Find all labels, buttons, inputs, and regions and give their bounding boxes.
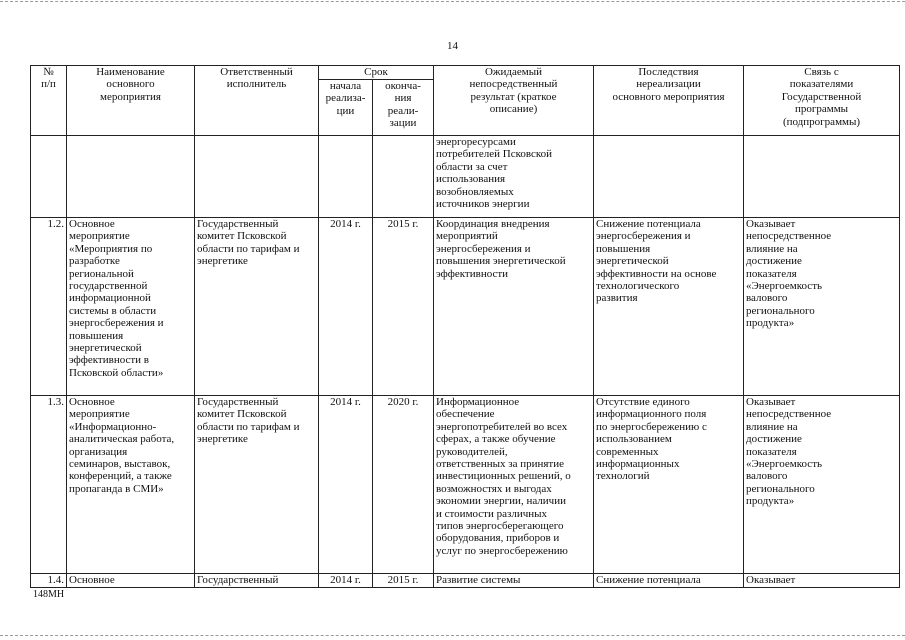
document-code: 148МН <box>33 589 65 600</box>
header-result: Ожидаемый непосредственный результат (краткое описание) <box>434 66 594 136</box>
scan-edge-top <box>0 1 905 2</box>
cont-consequences <box>594 136 744 218</box>
row-executor: Государственный комитет Псковской области по тарифам и энергетике <box>195 218 319 396</box>
cont-end <box>373 136 434 218</box>
row-end: 2015 г. <box>373 574 434 588</box>
row-num: 1.3. <box>31 396 67 574</box>
row-link: Оказывает непосредственное влияние на достижение показателя «Энергоемкость валового регионального продукта» <box>744 396 900 574</box>
row-executor: Государственный <box>195 574 319 588</box>
cont-executor <box>195 136 319 218</box>
continuation-row <box>31 136 900 218</box>
measures-table <box>30 65 900 588</box>
header-row <box>31 66 900 80</box>
row-name: Основное <box>67 574 195 588</box>
row-end: 2020 г. <box>373 396 434 574</box>
row-name: Основное мероприятие «Информационно- аналитическая работа, организация семинаров, выставок, конференций, а также пропаганда в СМИ» <box>67 396 195 574</box>
scan-edge-bottom <box>0 635 905 636</box>
header-executor: Ответственный исполнитель <box>195 66 319 136</box>
row-start: 2014 г. <box>319 218 373 396</box>
row-consequences: Отсутствие единого информационного поля по энергосбережению с использованием современных информационных технологий <box>594 396 744 574</box>
table-row <box>31 396 900 574</box>
header-consequences: Последствия нереализации основного мероприятия <box>594 66 744 136</box>
row-result: Координация внедрения мероприятий энергосбережения и повышения энергетической эффективности <box>434 218 594 396</box>
row-end: 2015 г. <box>373 218 434 396</box>
row-consequences: Снижение потенциала энергосбережения и повышения энергетической эффективности на основе технологического развития <box>594 218 744 396</box>
header-num: № п/п <box>31 66 67 136</box>
row-start: 2014 г. <box>319 396 373 574</box>
row-start: 2014 г. <box>319 574 373 588</box>
row-num: 1.2. <box>31 218 67 396</box>
row-consequences: Снижение потенциала <box>594 574 744 588</box>
header-term-end: оконча- ния реали- зации <box>373 80 434 136</box>
row-name: Основное мероприятие «Мероприятия по разработке региональной государственной информационной системы в области энергосбережения и повышения энергетической эффективности в Псковской области» <box>67 218 195 396</box>
table-row <box>31 574 900 588</box>
cont-result: энергоресурсами потребителей Псковской области за счет использования возобновляемых источников энергии <box>434 136 594 218</box>
row-executor: Государственный комитет Псковской области по тарифам и энергетике <box>195 396 319 574</box>
table-row <box>31 218 900 396</box>
row-link: Оказывает непосредственное влияние на достижение показателя «Энергоемкость валового регионального продукта» <box>744 218 900 396</box>
row-link: Оказывает <box>744 574 900 588</box>
header-term-start: начала реализа- ции <box>319 80 373 136</box>
header-name: Наименование основного мероприятия <box>67 66 195 136</box>
cont-num <box>31 136 67 218</box>
cont-name <box>67 136 195 218</box>
header-link: Связь с показателями Государственной программы (подпрограммы) <box>744 66 900 136</box>
row-result: Развитие системы <box>434 574 594 588</box>
page-number: 14 <box>447 40 458 52</box>
row-result: Информационное обеспечение энергопотребителей во всех сферах, а также обучение руководителей, ответственных за принятие инвестиционных решений, о возможностях и выгодах экономии энергии, наличии и стоимости различных типов энергосберегающего оборудования, приборов и услуг по энергосбережению <box>434 396 594 574</box>
cont-link <box>744 136 900 218</box>
header-term: Срок <box>319 66 434 80</box>
row-num: 1.4. <box>31 574 67 588</box>
cont-start <box>319 136 373 218</box>
